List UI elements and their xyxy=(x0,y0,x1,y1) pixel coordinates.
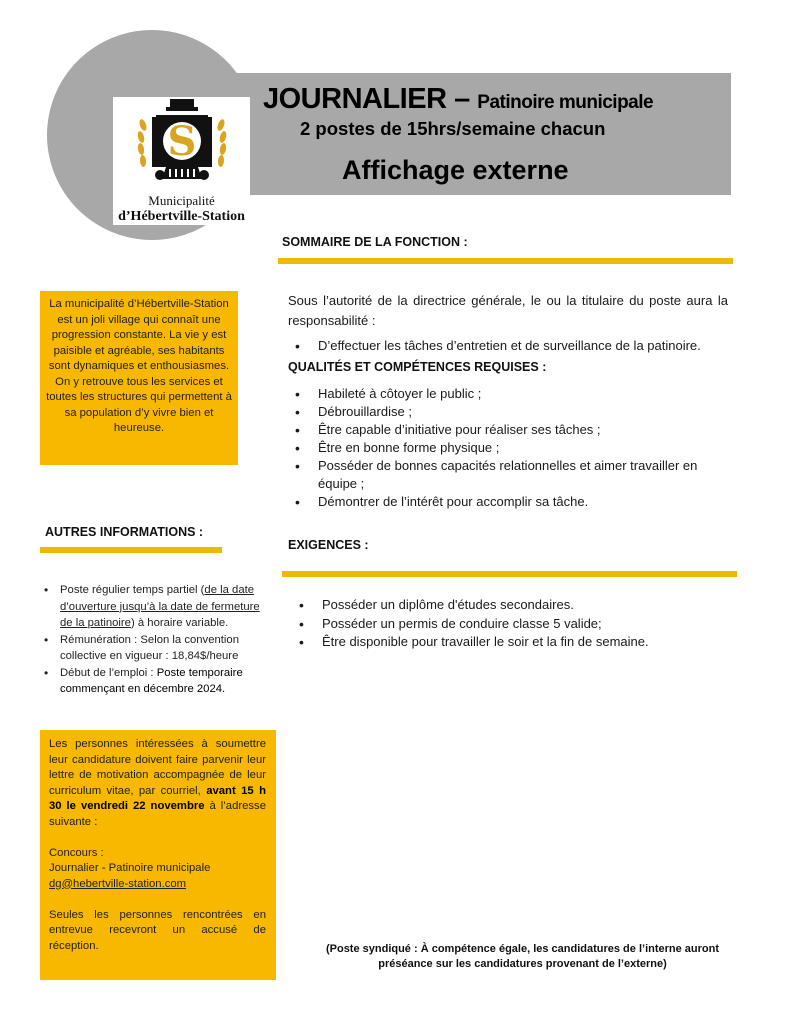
exigences-list xyxy=(296,596,736,652)
job-subtitle: 2 postes de 15hrs/semaine chacun xyxy=(300,118,606,139)
duties-list xyxy=(292,337,732,355)
email-link[interactable]: dg@hebertville-station.com xyxy=(49,877,187,890)
poste-suffix: ) à horaire variable. xyxy=(130,617,229,629)
list-item: • Posséder de bonnes capacités relationnelles et aimer travailler en équipe ; xyxy=(292,457,732,493)
posting-type: Affichage externe xyxy=(342,155,569,185)
job-title-main: JOURNALIER xyxy=(263,83,447,115)
autres-list xyxy=(40,582,265,698)
list-item: • Rémunération : Selon la convention collective en vigueur : 18,84$/heure xyxy=(40,632,265,665)
apply-instructions-start: Les personnes intéressées à soumettre leur candidature doivent faire parvenir leur lettre de motivation accompagnée de leur curriculum vitae, par courriel, xyxy=(49,738,266,797)
autres-divider xyxy=(40,547,222,553)
qualites-list xyxy=(292,385,732,511)
list-item xyxy=(40,665,265,698)
apply-instructions-end: à l’adresse suivante : xyxy=(49,800,266,828)
list-item: • Posséder un permis de conduire classe 5 valide; xyxy=(296,615,736,634)
list-item: • Posséder un diplôme d'études secondaires. xyxy=(296,596,736,615)
exigences-heading: EXIGENCES : xyxy=(288,538,369,552)
list-item xyxy=(40,582,265,632)
poste-period: de la date d’ouverture jusqu’à la date de fermeture de la patinoire xyxy=(60,584,260,629)
sommaire-divider xyxy=(278,258,733,264)
municipal-logo-icon xyxy=(130,97,234,189)
svg-text:S: S xyxy=(167,118,197,165)
exigences-divider xyxy=(282,571,737,577)
list-item: • D’effectuer les tâches d’entretien et de surveillance de la patinoire. xyxy=(292,337,732,355)
list-item: • Être en bonne forme physique ; xyxy=(292,439,732,457)
poste-prefix: Poste régulier temps partiel ( xyxy=(60,584,205,596)
logo-text-line2: d’Hébertville-Station xyxy=(118,209,245,224)
logo-text-line1: Municipalité xyxy=(148,193,215,208)
sommaire-heading: SOMMAIRE DE LA FONCTION : xyxy=(282,235,468,249)
job-title xyxy=(263,83,653,116)
list-item: • Être disponible pour travailler le soir et la fin de semaine. xyxy=(296,633,736,652)
sommaire-intro: Sous l’autorité de la directrice générale, le ou la titulaire du poste aura la responsabilité : xyxy=(288,293,728,328)
about-text: La municipalité d’Hébertville-Station est un joli village qui connaît une progression constante. La vie y est paisible et agréable, ses habitants sont dynamiques et enthousiasmes. On y retrouve tous les services et toutes les structures qui permettent à sa population d’y vivre bien et heureuse. xyxy=(46,298,232,434)
debut-prefix: Début de l’emploi : xyxy=(60,666,157,679)
footer-note: (Poste syndiqué : À compétence égale, les candidatures de l’interne auront préséance sur les candidatures provenant de l’externe) xyxy=(325,943,720,970)
apply-closing: Seules les personnes rencontrées en entrevue recevront un accusé de réception. xyxy=(49,908,266,952)
list-item: • Débrouillardise ; xyxy=(292,403,732,421)
concours-title: Journalier - Patinoire municipale xyxy=(49,862,211,874)
list-item: • Habileté à côtoyer le public ; xyxy=(292,385,732,403)
job-title-sub: Patinoire municipale xyxy=(477,92,654,113)
apply-deadline: avant 15 h 30 le vendredi 22 novembre xyxy=(49,784,266,812)
qualites-heading: QUALITÉS ET COMPÉTENCES REQUISES : xyxy=(288,360,547,374)
autres-heading: AUTRES INFORMATIONS : xyxy=(45,525,204,539)
debut-value: Poste temporaire commençant en décembre 2024. xyxy=(60,666,243,695)
concours-label: Concours : xyxy=(49,846,104,859)
list-item: • Être capable d’initiative pour réaliser ses tâches ; xyxy=(292,421,732,439)
apply-instructions xyxy=(49,737,266,830)
job-title-dash: – xyxy=(446,83,478,115)
apply-text xyxy=(49,737,266,954)
list-item: • Démontrer de l’intérêt pour accomplir sa tâche. xyxy=(292,493,732,511)
